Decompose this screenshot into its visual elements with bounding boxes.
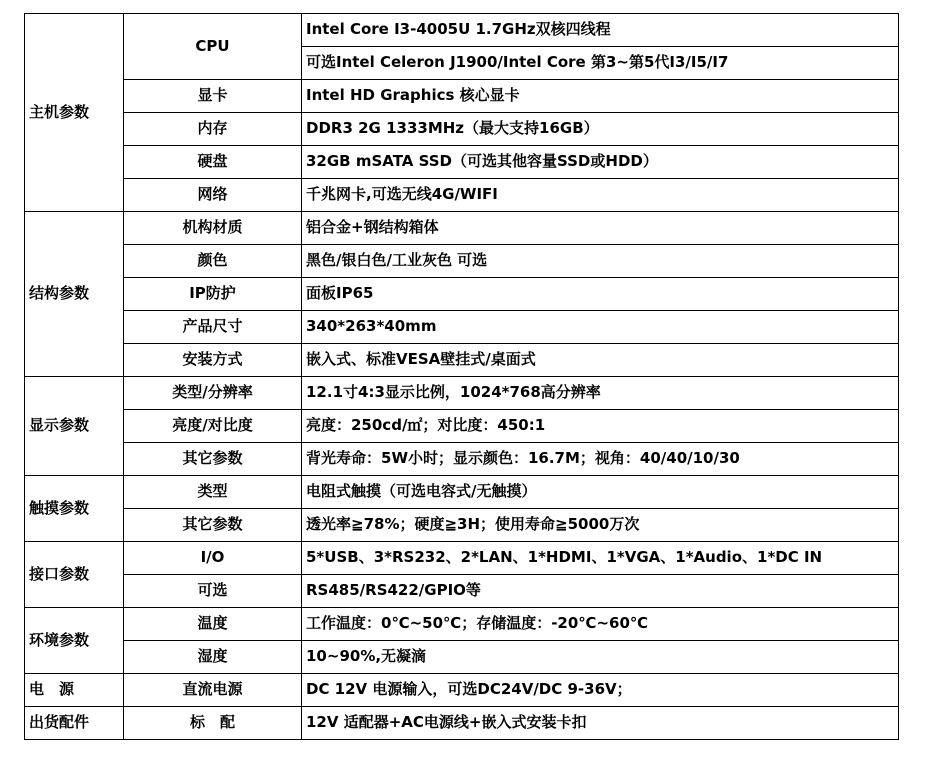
item-display-type-label: 类型/分辨率 [124,377,302,410]
table-row [25,608,899,641]
category-environment: 环境参数 [25,608,124,674]
table-row [25,113,899,146]
item-temp-value: 工作温度：0℃~50℃；存储温度：-20℃~60℃ [302,608,899,641]
item-io-label: I/O [124,542,302,575]
item-mount-label: 安装方式 [124,344,302,377]
table-row [25,146,899,179]
table-row [25,14,899,47]
table-row [25,641,899,674]
table-row [25,707,899,740]
item-display-other-value: 背光寿命：5W小时；显示颜色：16.7M；视角：40/40/10/30 [302,443,899,476]
table-row [25,509,899,542]
table-row [25,311,899,344]
item-standard-label: 标 配 [124,707,302,740]
spec-table [24,13,899,740]
table-row [25,344,899,377]
item-size-value: 340*263*40mm [302,311,899,344]
item-dc-label: 直流电源 [124,674,302,707]
category-structure: 结构参数 [25,212,124,377]
item-humidity-label: 湿度 [124,641,302,674]
table-row [25,80,899,113]
category-touch: 触摸参数 [25,476,124,542]
item-brightness-value: 亮度：250cd/㎡；对比度：450:1 [302,410,899,443]
table-row [25,575,899,608]
item-touch-type-label: 类型 [124,476,302,509]
item-touch-other-label: 其它参数 [124,509,302,542]
item-ip-value: 面板IP65 [302,278,899,311]
item-gpu-value: Intel HD Graphics 核心显卡 [302,80,899,113]
item-memory-label: 内存 [124,113,302,146]
item-network-label: 网络 [124,179,302,212]
table-row [25,212,899,245]
item-display-other-label: 其它参数 [124,443,302,476]
item-standard-value: 12V 适配器+AC电源线+嵌入式安装卡扣 [302,707,899,740]
item-optional-value: RS485/RS422/GPIO等 [302,575,899,608]
item-mount-value: 嵌入式、标准VESA壁挂式/桌面式 [302,344,899,377]
table-row [25,674,899,707]
category-accessories: 出货配件 [25,707,124,740]
table-row [25,443,899,476]
item-ip-label: IP防护 [124,278,302,311]
item-size-label: 产品尺寸 [124,311,302,344]
item-cpu-option-value: 可选Intel Celeron J1900/Intel Core 第3~第5代I3/I5/I7 [302,47,899,80]
item-memory-value: DDR3 2G 1333MHz（最大支持16GB） [302,113,899,146]
item-network-value: 千兆网卡,可选无线4G/WIFI [302,179,899,212]
item-touch-type-value: 电阻式触摸（可选电容式/无触摸） [302,476,899,509]
item-disk-value: 32GB mSATA SSD（可选其他容量SSD或HDD） [302,146,899,179]
item-io-value: 5*USB、3*RS232、2*LAN、1*HDMI、1*VGA、1*Audio、1*DC IN [302,542,899,575]
item-brightness-label: 亮度/对比度 [124,410,302,443]
item-material-value: 铝合金+钢结构箱体 [302,212,899,245]
table-row [25,410,899,443]
table-row [25,245,899,278]
category-host: 主机参数 [25,14,124,212]
item-cpu-label: CPU [124,14,302,80]
item-temp-label: 温度 [124,608,302,641]
table-row [25,377,899,410]
table-row [25,476,899,509]
category-interface: 接口参数 [25,542,124,608]
item-material-label: 机构材质 [124,212,302,245]
category-power: 电 源 [25,674,124,707]
item-gpu-label: 显卡 [124,80,302,113]
item-cpu-value: Intel Core I3-4005U 1.7GHz双核四线程 [302,14,899,47]
item-touch-other-value: 透光率≧78%；硬度≧3H；使用寿命≧5000万次 [302,509,899,542]
item-optional-label: 可选 [124,575,302,608]
item-dc-value: DC 12V 电源输入，可选DC24V/DC 9-36V； [302,674,899,707]
table-row [25,542,899,575]
item-humidity-value: 10~90%,无凝滴 [302,641,899,674]
category-display: 显示参数 [25,377,124,476]
table-row [25,179,899,212]
item-display-type-value: 12.1寸4:3显示比例，1024*768高分辨率 [302,377,899,410]
table-row [25,278,899,311]
item-disk-label: 硬盘 [124,146,302,179]
item-color-label: 颜色 [124,245,302,278]
item-color-value: 黑色/银白色/工业灰色 可选 [302,245,899,278]
